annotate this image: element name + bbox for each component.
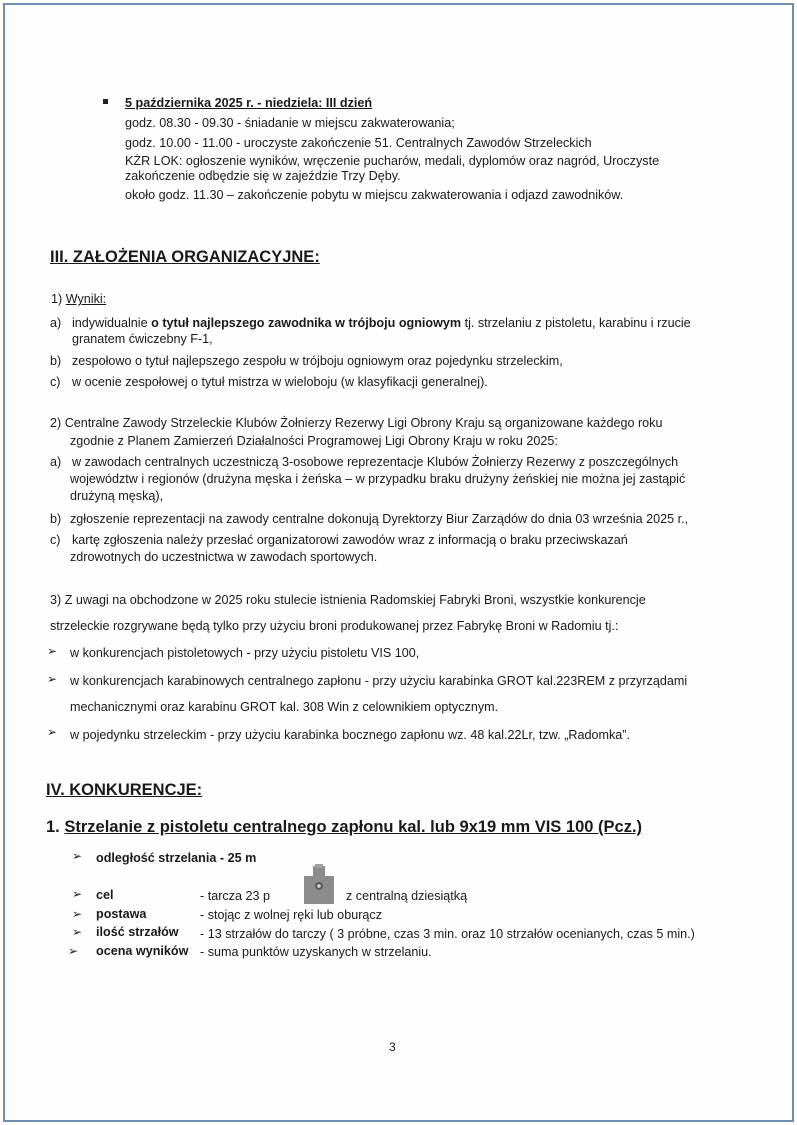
arrow-bullet-icon: ➢: [72, 907, 83, 921]
square-bullet-icon: [103, 99, 108, 104]
p3-bullet-1: w konkurencjach pistoletowych - przy użyciu pistoletu VIS 100,: [70, 646, 420, 660]
row-cel-after: z centralną dziesiątką: [346, 889, 468, 903]
p2-b-text: zgłoszenie reprezentacji na zawody centralne dokonują Dyrektorzy Biur Zarządów do dnia 03 września 2025 r.,: [70, 512, 689, 526]
competition-1-title: Strzelanie z pistoletu centralnego zapłonu kal. lub 9x19 mm VIS 100 (Pcz.): [64, 818, 643, 836]
row-strzaly-value: - 13 strzałów do tarczy ( 3 próbne, czas 3 min. oraz 10 strzałów ocenianych, czas 5 min.): [200, 927, 695, 941]
row-postawa-label: postawa: [96, 907, 147, 921]
arrow-bullet-icon: ➢: [68, 944, 79, 958]
p3-bullet-2-l1: w konkurencjach karabinowych centralnego zapłonu - przy użyciu karabinka GROT kal.223REM z przyrządami: [70, 674, 688, 688]
p3-bullet-3: w pojedynku strzeleckim - przy użyciu karabinka bocznego zapłonu wz. 48 kal.22Lr, tzw. „Radomka”.: [70, 728, 630, 742]
distance-label: odległość strzelania - 25 m: [96, 851, 257, 865]
day3-line-5: około godz. 11.30 – zakończenie pobytu w miejscu zakwaterowania i odjazd zawodników.: [125, 188, 624, 202]
p2-line-2: zgodnie z Planem Zamierzeń Działalności Programowej Ligi Obrony Kraju w roku 2025:: [70, 434, 558, 448]
section-3-title: III. ZAŁOŻENIA ORGANIZACYJNE:: [50, 248, 320, 266]
p1-a-marker: a): [50, 316, 62, 330]
p2-a-l3: drużyną męską),: [70, 489, 164, 503]
page-number: 3: [389, 1040, 396, 1054]
p1-a-post: tj. strzelaniu z pistoletu, karabinu i rzucie: [461, 316, 691, 330]
p2-a-l2: województw i regionów (drużyna męska i żeńska – w przypadku braku drużyny żeńskiej nie można jej zastąpić: [70, 472, 686, 486]
p1-header: [51, 291, 106, 307]
p3-bullet-2-l2: mechanicznymi oraz karabinu GROT kal. 308 Win z celownikiem optycznym.: [70, 700, 499, 714]
p2-c-l2: zdrowotnych do uczestnictwa w zawodach sportowych.: [70, 550, 378, 564]
day3-heading: 5 października 2025 r. - niedziela: III dzień: [125, 96, 373, 110]
arrow-bullet-icon: ➢: [47, 644, 58, 658]
competition-1-num: 1.: [46, 818, 60, 836]
p1-b-marker: b): [50, 354, 62, 368]
p2-a-l1: w zawodach centralnych uczestniczą 3-osobowe reprezentacje Klubów Żołnierzy Rezerwy z poszczególnych: [72, 455, 679, 469]
p1-label: Wyniki:: [65, 292, 107, 306]
p1-c-text: w ocenie zespołowej o tytuł mistrza w wieloboju (w klasyfikacji generalnej).: [72, 375, 488, 389]
row-cel-label: cel: [96, 888, 114, 902]
day3-line-2: godz. 10.00 - 11.00 - uroczyste zakończenie 51. Centralnych Zawodów Strzeleckich: [125, 136, 592, 150]
arrow-bullet-icon: ➢: [72, 925, 83, 939]
target-23p-image: [304, 864, 334, 904]
p3-line-1: 3) Z uwagi na obchodzone w 2025 roku stulecie istnienia Radomskiej Fabryki Broni, wszystkie konkurencje: [50, 593, 646, 607]
row-postawa-value: - stojąc z wolnej ręki lub oburącz: [200, 908, 382, 922]
p2-a-marker: a): [50, 455, 62, 469]
p1-c-marker: c): [50, 375, 61, 389]
p2-c-l1: kartę zgłoszenia należy przesłać organizatorowi zawodów wraz z informacją o braku przeciwskazań: [72, 533, 628, 547]
p1-a-text: [72, 315, 691, 331]
day3-line-1: godz. 08.30 - 09.30 - śniadanie w miejscu zakwaterowania;: [125, 116, 455, 130]
competition-1-heading: [46, 817, 642, 837]
p1-num: 1): [51, 292, 63, 306]
p2-b-marker: b): [50, 512, 62, 526]
section-4-title: IV. KONKURENCJE:: [46, 781, 203, 799]
p1-a-cont: granatem ćwiczebny F-1,: [72, 332, 213, 346]
p2-c-marker: c): [50, 533, 61, 547]
row-ocena-value: - suma punktów uzyskanych w strzelaniu.: [200, 945, 432, 959]
row-strzaly-label: ilość strzałów: [96, 925, 179, 939]
p3-line-2: strzeleckie rozgrywane będą tylko przy użyciu broni produkowanej przez Fabrykę Broni w Radomiu tj.:: [50, 619, 619, 633]
p1-b-text: zespołowo o tytuł najlepszego zespołu w trójboju ogniowym oraz pojedynku strzeleckim,: [72, 354, 563, 368]
row-ocena-label: ocena wyników: [96, 944, 189, 958]
row-cel-value: - tarcza 23 p: [200, 889, 270, 903]
p2-line-1: 2) Centralne Zawody Strzeleckie Klubów Żołnierzy Rezerwy Ligi Obrony Kraju są organizowane każdego roku: [50, 416, 663, 430]
arrow-bullet-icon: ➢: [72, 887, 83, 901]
p1-a-pre: indywidualnie: [72, 316, 152, 330]
day3-line-3: KŻR LOK: ogłoszenie wyników, wręczenie pucharów, medali, dyplomów oraz nagród, Uroczyste: [125, 154, 660, 168]
arrow-bullet-icon: ➢: [47, 672, 58, 686]
p1-a-bold: o tytuł najlepszego zawodnika w trójboju ogniowym: [151, 316, 462, 330]
day3-line-4: zakończenie odbędzie się w zajeździe Trzy Dęby.: [125, 169, 401, 183]
arrow-bullet-icon: ➢: [72, 849, 83, 863]
arrow-bullet-icon: ➢: [47, 725, 58, 739]
